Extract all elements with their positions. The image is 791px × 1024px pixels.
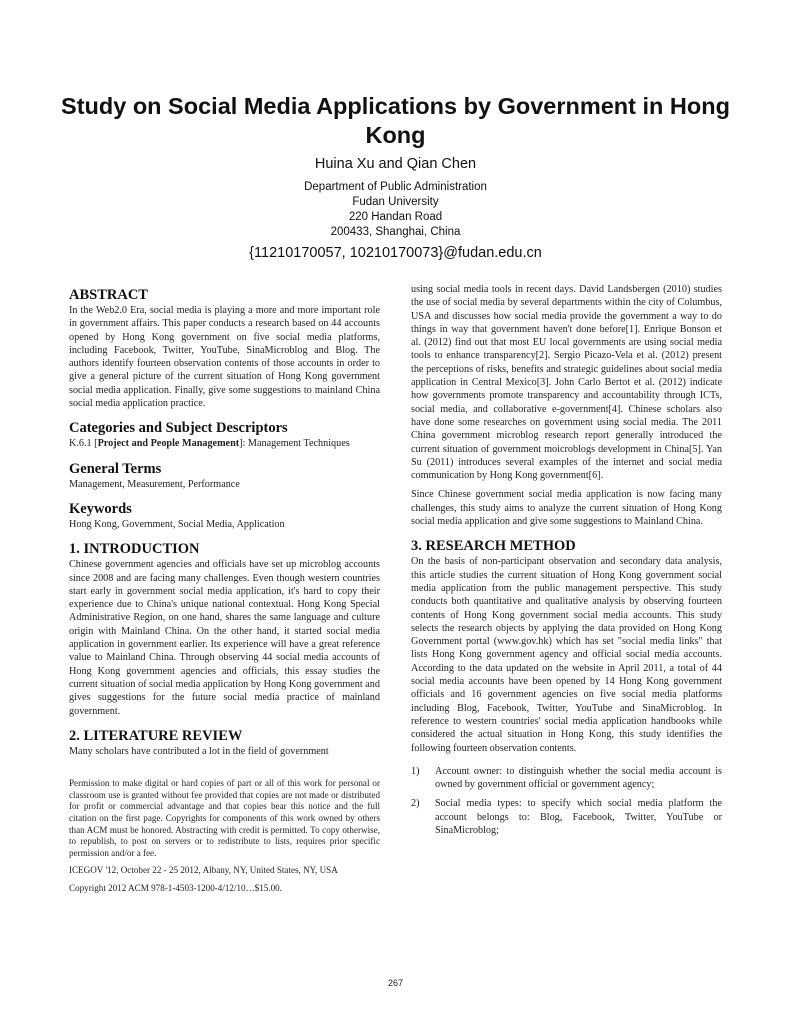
right-column <box>411 283 722 837</box>
keywords-text: Hong Kong, Government, Social Media, Application <box>69 518 285 530</box>
list-item <box>411 765 722 792</box>
general-terms-text: Management, Measurement, Performance <box>69 478 240 490</box>
introduction-text: Chinese government agencies and officials have set up microblog accounts since 2008 and are facing many challenges. Even though western countries start early in government social media application, it's hard to copy their experience due to China's unique national contextual. Hong Kong Special Administrative Region, on one hand, shares the same language and culture origin with Mainland China. On the other hand, it started social media application in government earlier. Its experience will have a great reference value to Mainland China. Through observing 44 social media accounts of Hong Kong government agencies and officials, this essay studies the current situation of social media application by Hong Kong government and gives suggestions for the future social media practice of mainland government. <box>69 559 380 717</box>
list-item-number: 2) <box>411 798 420 810</box>
authors: Huina Xu and Qian Chen <box>314 156 477 172</box>
paper-title: Study on Social Media Applications by Government in Hong Kong <box>61 93 730 148</box>
literature-text: Many scholars have contributed a lot in the field of government <box>69 745 329 757</box>
observation-list <box>411 765 722 837</box>
page-number: 267 <box>387 978 404 988</box>
introduction-heading: 1. INTRODUCTION <box>69 541 200 558</box>
author-email: {11210170057, 10210170073}@fudan.edu.cn <box>249 245 542 261</box>
literature-heading: 2. LITERATURE REVIEW <box>69 727 243 744</box>
left-column <box>69 287 380 894</box>
affiliation <box>0 180 791 240</box>
conference-info: ICEGOV '12, October 22 - 25 2012, Albany, NY, United States, NY, USA <box>69 865 338 876</box>
categories-bold: Project and People Management <box>97 438 240 450</box>
abstract-text: In the Web2.0 Era, social media is playing a more and more important role in government affairs. This paper conducts a research based on 44 accounts opened by Hong Kong government on five social media platforms, including Facebook, Twitter, YouTube, SinaMicroblog and Blog. The authors identify fourteen observation contents of those accounts in order to give a general picture of the current situation of Hong Kong government social media application. Finally, give some suggestions to mainland China social media application practice. <box>69 305 380 410</box>
permission-block <box>69 778 380 894</box>
copyright-info: Copyright 2012 ACM 978-1-4503-1200-4/12/10…$15.00. <box>69 882 282 893</box>
research-method-heading: 3. RESEARCH METHOD <box>411 538 576 555</box>
keywords-heading: Keywords <box>69 500 132 517</box>
list-item-text: Account owner: to distinguish whether the social media account is owned by government official or government agency; <box>435 765 722 791</box>
affiliation-line: Department of Public Administration <box>304 181 487 193</box>
affiliation-line: 220 Handan Road <box>348 211 443 223</box>
affiliation-line: 200433, Shanghai, China <box>330 226 461 238</box>
list-item-number: 1) <box>411 765 420 777</box>
literature-summary-text: Since Chinese government social media application is now facing many challenges, this study aims to analyze the current situation of Hong Kong social media application and give some suggestions to Mainland China. <box>411 489 722 528</box>
abstract-heading: ABSTRACT <box>69 287 148 303</box>
permission-text: Permission to make digital or hard copies of part or all of this work for personal or classroom use is granted without fee provided that copies are not made or distributed for profit or commercial advantage and that copies bear this notice and the full citation on the first page. Copyrights for components of this work owned by others than ACM must be honored. Abstracting with credit is permitted. To copy otherwise, to republish, to post on servers or to redistribute to lists, requires prior specific permission and/or a fee. <box>69 778 380 858</box>
list-item-text: Social media types: to specify which social media platform the account belongs to: Blog, Facebook, Twitter, YouTube or SinaMicroblog; <box>435 798 722 836</box>
categories-text <box>69 437 380 450</box>
categories-heading: Categories and Subject Descriptors <box>69 420 288 437</box>
general-terms-heading: General Terms <box>69 460 162 477</box>
affiliation-line: Fudan University <box>352 196 439 208</box>
research-method-text: On the basis of non-participant observation and secondary data analysis, this article studies the current situation of Hong Kong government social media application from the public management perspective. This study conducts both quantitative and qualitative analysis by observing fourteen contents of Hong Kong government social media accounts. This study selects the research objects by applying the data provided on Hong Kong Government portal (www.gov.hk) which has set "social media links" that lists Hong Kong government agency and official social media accounts. According to the data updated on the website in April 2011, a total of 44 social media accounts have been opened by 14 Hong Kong government officials and 16 government agencies on five social media platforms including Blog, Facebook, Twitter, YouTube and SinaMicroblog. In reference to western countries' social media application handbooks while considered the actual situation in Hong Kong, this study identifies the following fourteen observation contents. <box>411 556 722 754</box>
literature-continued-text: using social media tools in recent days. David Landsbergen (2010) studies the use of social media by several departments within the city of Columbus, USA and discusses how social media provide the government a way to do things in way that government haven't done before[1]. Enrique Bonson et al. (2012) find out that most EU local governments are using social media tools to enhance transparency[2]. Sergio Picazo-Vela et al. (2012) present the perceptions of risks, benefits and strategic guidelines about social media application in Central Mexico[3]. John Carlo Bertot et al. (2012) indicate how governments promote transparency and accountability through ICTs, social media, and collaborative e-government[4]. Chinese scholars also have done some researches on government using social media. The 2011 China government microblog research report generally introduced the current situation of government moicroblogs development in China[5]. Yan Su (2011) introduces several examples of the internet and social media communication by Hong Kong government[6]. <box>411 284 722 482</box>
categories-rest: ]: Management Techniques <box>239 438 350 450</box>
list-item <box>411 797 722 837</box>
categories-code: K.6.1 [ <box>69 438 98 450</box>
